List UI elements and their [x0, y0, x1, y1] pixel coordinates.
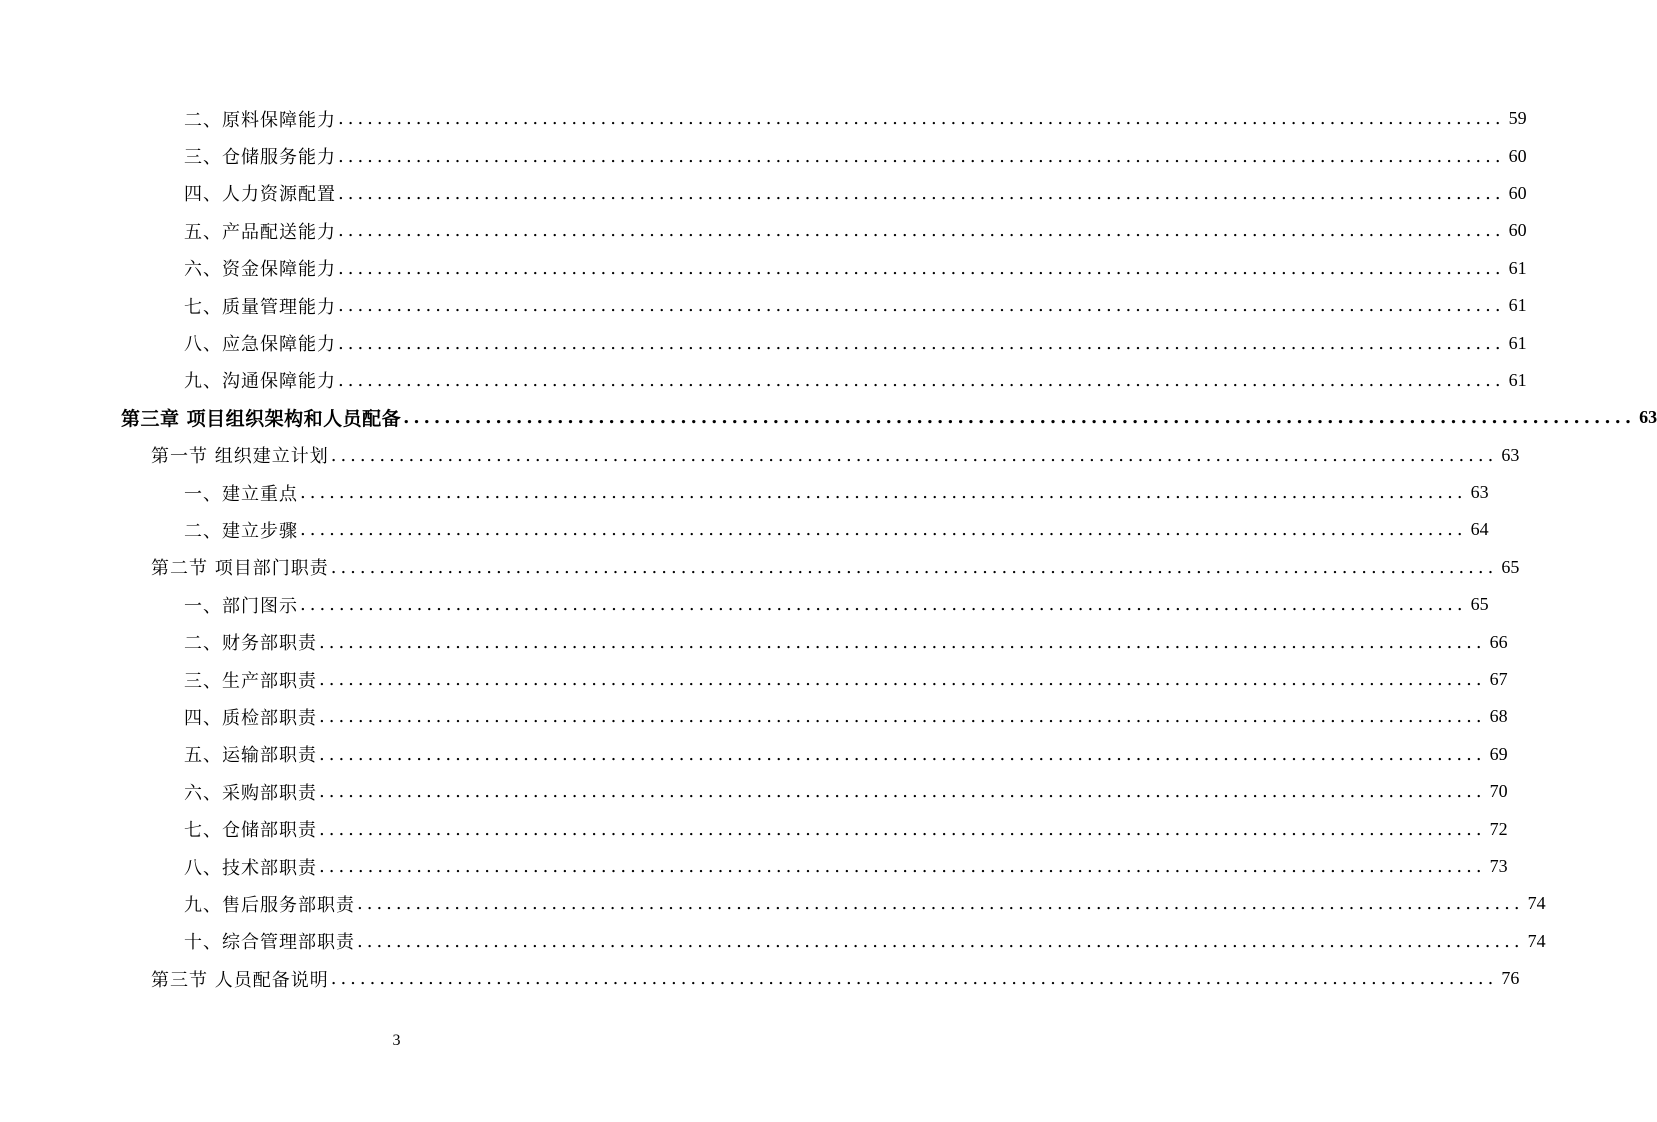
toc-entry-title: 七、质量管理能力 — [184, 296, 336, 318]
toc-entry-page: 66 — [1489, 631, 1508, 652]
toc-entry-page: 65 — [1501, 556, 1520, 577]
toc-entry[interactable] — [0, 810, 1508, 847]
toc-entry-page: 73 — [1489, 856, 1508, 876]
toc-entry[interactable] — [0, 287, 1527, 324]
toc-entry[interactable] — [0, 923, 1546, 960]
toc-entry[interactable] — [0, 885, 1546, 922]
toc-entry[interactable] — [0, 212, 1527, 249]
toc-entry[interactable] — [0, 100, 1527, 137]
toc-entry-page: 68 — [1489, 706, 1508, 727]
toc-leader-dots: ........................................................................................................................ — [357, 930, 1524, 952]
table-of-contents — [0, 100, 1657, 997]
toc-entry[interactable] — [0, 437, 1520, 474]
toc-leader-dots: ........................................................................................................................ — [338, 332, 1505, 354]
toc-entry-page: 74 — [1527, 930, 1546, 951]
toc-entry-page: 61 — [1508, 295, 1527, 316]
page-number: 3 — [392, 1032, 401, 1049]
toc-entry-page: 76 — [1501, 968, 1520, 989]
toc-entry-page: 60 — [1508, 145, 1527, 166]
toc-entry-title: 六、采购部职责 — [184, 782, 317, 804]
toc-entry[interactable] — [0, 698, 1508, 735]
toc-entry-title: 五、运输部职责 — [184, 745, 317, 767]
toc-entry-title: 二、建立步骤 — [184, 520, 298, 542]
toc-entry[interactable] — [0, 586, 1489, 623]
toc-entry[interactable] — [0, 623, 1508, 660]
toc-entry[interactable] — [0, 549, 1520, 586]
toc-entry-page: 70 — [1489, 781, 1508, 802]
toc-entry-title: 第一节 组织建立计划 — [151, 446, 329, 468]
toc-entry-title: 六、资金保障能力 — [184, 259, 336, 281]
toc-leader-dots: ........................................................................................................................ — [319, 818, 1486, 840]
toc-entry-title: 二、财务部职责 — [184, 633, 317, 655]
toc-entry[interactable] — [0, 324, 1527, 361]
toc-leader-dots: ........................................................................................................................ — [319, 743, 1486, 765]
toc-leader-dots: ........................................................................................................................ — [319, 856, 1486, 877]
toc-entry[interactable] — [0, 250, 1527, 287]
toc-entry-title: 第二节 项目部门职责 — [151, 558, 329, 580]
toc-entry-title: 五、产品配送能力 — [184, 221, 336, 243]
toc-leader-dots: ........................................................................................................................ — [330, 556, 1498, 578]
toc-entry[interactable] — [0, 960, 1520, 997]
toc-entry-page: 67 — [1489, 669, 1508, 690]
toc-leader-dots: ........................................................................................................................ — [338, 220, 1505, 242]
toc-leader-dots: ........................................................................................................................ — [357, 893, 1524, 915]
toc-leader-dots: ........................................................................................................................ — [319, 781, 1486, 803]
toc-entry-title: 一、部门图示 — [184, 595, 298, 617]
toc-entry-page: 63 — [1470, 482, 1489, 503]
toc-entry-title: 一、建立重点 — [184, 483, 298, 505]
toc-entry[interactable] — [0, 773, 1508, 810]
toc-entry-page: 60 — [1508, 182, 1527, 203]
toc-entry[interactable] — [0, 511, 1489, 548]
toc-entry[interactable] — [0, 661, 1508, 698]
toc-entry-page: 61 — [1508, 369, 1527, 390]
toc-entry[interactable] — [0, 137, 1527, 174]
toc-entry[interactable] — [0, 399, 1657, 436]
toc-leader-dots: ........................................................................................................................ — [319, 669, 1486, 691]
toc-entry-title: 三、生产部职责 — [184, 670, 317, 692]
toc-entry-title: 三、仓储服务能力 — [184, 147, 336, 169]
toc-leader-dots: ........................................................................................................................ — [300, 482, 1467, 504]
toc-entry-page: 69 — [1489, 743, 1508, 764]
toc-entry-title: 四、人力资源配置 — [184, 184, 336, 206]
toc-leader-dots: ........................................................................................................................ — [338, 295, 1505, 317]
toc-entry-title: 八、技术部职责 — [184, 857, 317, 879]
toc-leader-dots: ........................................................................................................................ — [338, 369, 1505, 391]
toc-leader-dots: ........................................................................................................................ — [319, 631, 1486, 653]
toc-leader-dots: ........................................................................................................................ — [338, 108, 1505, 130]
toc-entry-page: 64 — [1470, 519, 1489, 540]
toc-leader-dots: ........................................................................................................................ — [330, 444, 1498, 466]
toc-leader-dots: ........................................................................................................................ — [319, 706, 1486, 728]
toc-leader-dots: ........................................................................................................................ — [338, 145, 1505, 167]
toc-leader-dots: ........................................................................................................................ — [338, 257, 1505, 279]
toc-entry[interactable] — [0, 474, 1489, 511]
toc-entry-page: 59 — [1508, 108, 1527, 129]
toc-entry-page: 63 — [1639, 407, 1657, 428]
toc-entry[interactable] — [0, 736, 1508, 773]
toc-entry[interactable] — [0, 175, 1527, 212]
toc-entry-page: 65 — [1470, 594, 1489, 615]
toc-leader-dots: ........................................................................................................................ — [300, 519, 1467, 541]
toc-entry-page: 72 — [1489, 818, 1508, 839]
toc-entry-title: 十、综合管理部职责 — [184, 932, 355, 954]
toc-entry-page: 61 — [1508, 257, 1527, 278]
toc-entry-page: 63 — [1501, 444, 1520, 465]
toc-entry[interactable] — [0, 362, 1527, 399]
toc-entry-page: 60 — [1508, 220, 1527, 241]
toc-entry-title: 第三节 人员配备说明 — [151, 969, 329, 991]
toc-leader-dots: ........................................................................................................................ — [338, 182, 1505, 204]
toc-entry-title: 九、售后服务部职责 — [184, 894, 355, 916]
toc-leader-dots: ........................................................................................................................ — [403, 407, 1636, 429]
toc-entry-title: 第三章 项目组织架构和人员配备 — [121, 408, 402, 431]
toc-entry-title: 二、原料保障能力 — [184, 109, 336, 131]
toc-entry-title: 八、应急保障能力 — [184, 334, 336, 356]
toc-entry-title: 七、仓储部职责 — [184, 820, 317, 842]
toc-entry-title: 四、质检部职责 — [184, 707, 317, 729]
toc-entry[interactable] — [0, 848, 1508, 885]
toc-entry-title: 九、沟通保障能力 — [184, 371, 336, 393]
toc-entry-page: 61 — [1508, 332, 1527, 353]
toc-entry-page: 74 — [1527, 893, 1546, 914]
toc-leader-dots: ........................................................................................................................ — [300, 594, 1467, 616]
toc-leader-dots: ........................................................................................................................ — [330, 968, 1498, 990]
